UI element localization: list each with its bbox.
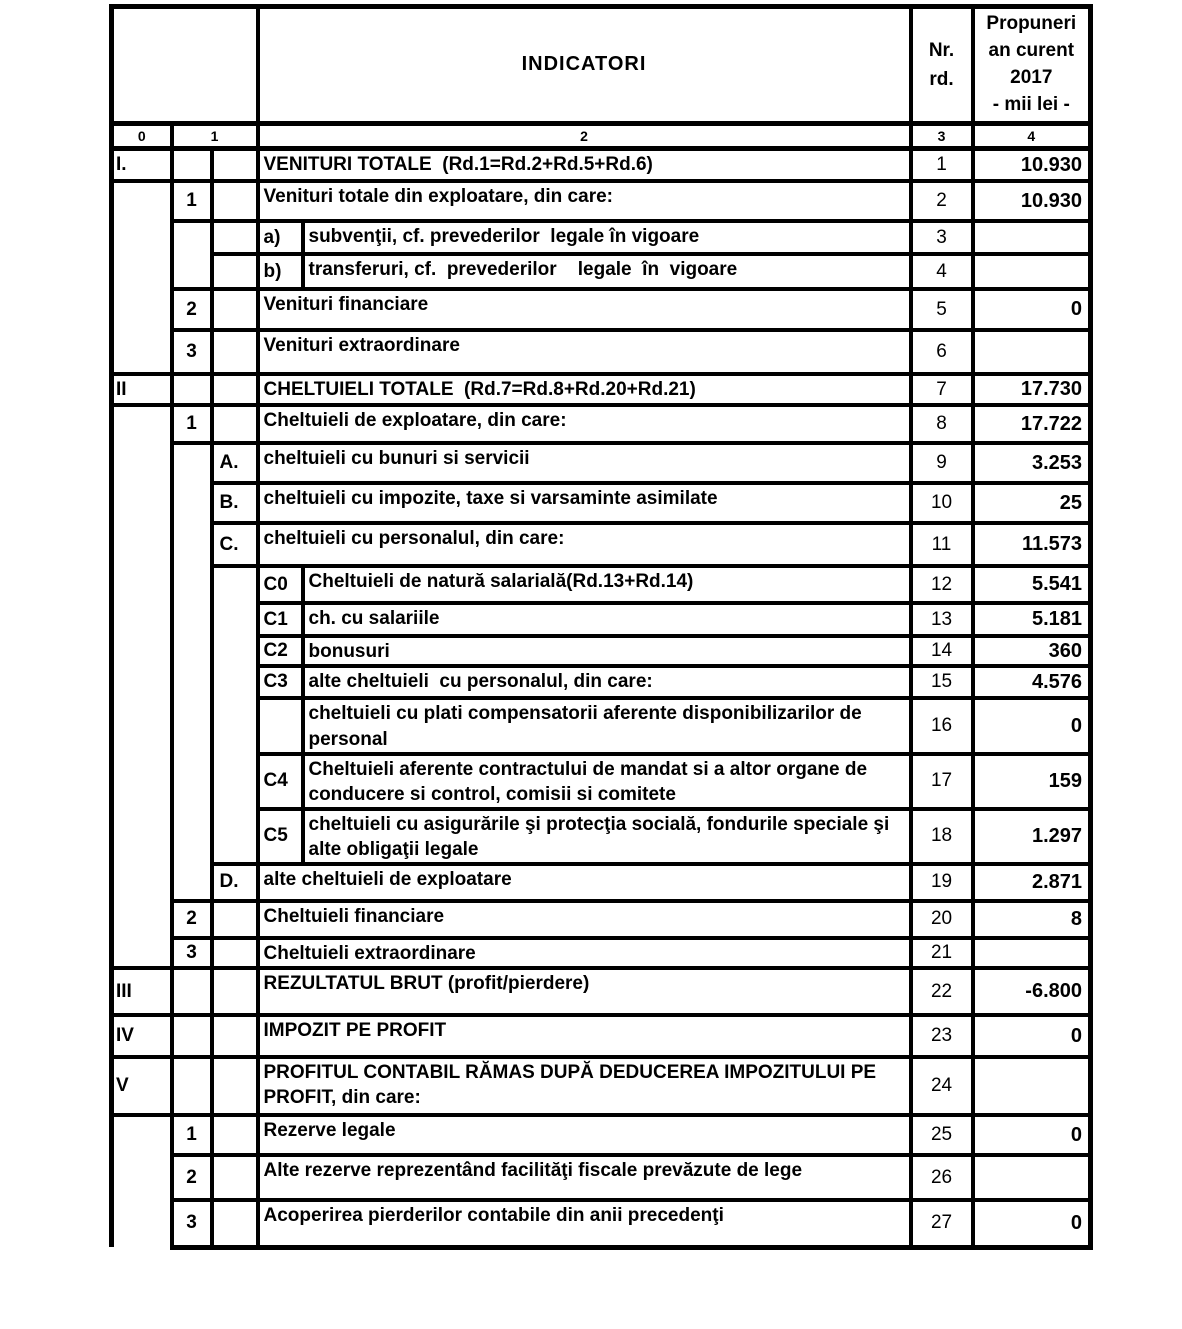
table-row (112, 1057, 1091, 1115)
index-number-cell (172, 1015, 212, 1057)
roman-numeral-cell (112, 405, 172, 968)
index-letter-cell (212, 148, 258, 181)
propuneri-line1: Propuneri (986, 13, 1077, 34)
header-row (112, 7, 1091, 124)
index-number-cell: 2 (172, 901, 212, 938)
value-cell (973, 1057, 1091, 1115)
value-cell: 17.722 (973, 405, 1091, 443)
index-letter-cell (212, 938, 258, 968)
table-row (112, 443, 1091, 483)
value-cell: 17.730 (973, 374, 1091, 405)
table-row (112, 938, 1091, 968)
table-row (112, 864, 1091, 901)
row-number-cell: 10 (911, 483, 973, 523)
index-number-cell: 1 (172, 405, 212, 443)
value-cell: 2.871 (973, 864, 1091, 901)
code-cell: C2 (258, 636, 303, 666)
index-number-cell: 1 (172, 181, 212, 221)
row-number-cell: 5 (911, 289, 973, 330)
indicator-cell: PROFITUL CONTABIL RĂMAS DUPĂ DEDUCEREA IMPOZITULUI PE PROFIT, din care: (258, 1057, 911, 1115)
index-letter-cell (212, 901, 258, 938)
row-number-cell: 2 (911, 181, 973, 221)
code-cell: C1 (258, 603, 303, 636)
table-row (112, 254, 1091, 289)
index-number-cell: 2 (172, 289, 212, 330)
row-number-cell: 9 (911, 443, 973, 483)
table-row (112, 603, 1091, 636)
row-number-cell: 18 (911, 809, 973, 864)
index-number-cell (172, 968, 212, 1015)
table-row (112, 374, 1091, 405)
value-cell: -6.800 (973, 968, 1091, 1015)
value-cell: 10.930 (973, 181, 1091, 221)
index-number-cell: 3 (172, 938, 212, 968)
value-cell: 8 (973, 901, 1091, 938)
table-row (112, 1200, 1091, 1247)
index-number-cell: 1 (172, 1115, 212, 1155)
row-number-cell: 22 (911, 968, 973, 1015)
propuneri-line4: - mii lei - (992, 93, 1070, 115)
index-letter-cell (212, 1155, 258, 1200)
code-cell: C5 (258, 809, 303, 864)
row-number-cell: 3 (911, 221, 973, 254)
row-number-cell: 20 (911, 901, 973, 938)
value-cell (973, 254, 1091, 289)
row-number-cell: 11 (911, 523, 973, 566)
nr-rd-line2: rd. (929, 68, 954, 90)
index-letter-cell (212, 566, 258, 864)
index-letter-cell (212, 1015, 258, 1057)
table-header (112, 7, 1091, 149)
row-number-cell: 8 (911, 405, 973, 443)
indicator-cell: alte cheltuieli cu personalul, din care: (303, 666, 911, 698)
row-number-cell: 24 (911, 1057, 973, 1115)
table-row (112, 754, 1091, 809)
indicator-cell: Alte rezerve reprezentând facilităţi fiscale prevăzute de lege (258, 1155, 911, 1200)
row-number-cell: 21 (911, 938, 973, 968)
roman-numeral-cell: I. (112, 148, 172, 181)
value-cell (973, 330, 1091, 374)
row-number-cell: 1 (911, 148, 973, 181)
col-index-3: 3 (911, 123, 973, 148)
table-row (112, 181, 1091, 221)
value-cell: 25 (973, 483, 1091, 523)
table-row (112, 1015, 1091, 1057)
row-number-cell: 4 (911, 254, 973, 289)
roman-numeral-cell: III (112, 968, 172, 1015)
index-number-cell (172, 148, 212, 181)
table-row (112, 636, 1091, 666)
indicator-cell: cheltuieli cu impozite, taxe si varsaminte asimilate (258, 483, 911, 523)
value-cell (973, 221, 1091, 254)
value-cell (973, 1155, 1091, 1200)
nr-rd-header (911, 7, 973, 124)
indicatori-header: INDICATORI (258, 7, 911, 124)
indicator-cell: Venituri extraordinare (258, 330, 911, 374)
index-letter-cell (212, 1115, 258, 1155)
col-index-4: 4 (973, 123, 1091, 148)
index-letter-cell (212, 181, 258, 221)
indicator-cell: cheltuieli cu asigurările şi protecţia socială, fondurile speciale şi alte obligaţii legale (303, 809, 911, 864)
index-letter-cell (212, 330, 258, 374)
value-cell: 0 (973, 289, 1091, 330)
index-letter-cell: C. (212, 523, 258, 566)
table-row (112, 566, 1091, 603)
code-cell: b) (258, 254, 303, 289)
roman-numeral-cell (112, 181, 172, 374)
row-number-cell: 17 (911, 754, 973, 809)
table-row (112, 330, 1091, 374)
row-number-cell: 15 (911, 666, 973, 698)
value-cell: 4.576 (973, 666, 1091, 698)
indicator-cell: Cheltuieli de exploatare, din care: (258, 405, 911, 443)
index-number-cell (172, 374, 212, 405)
code-cell (258, 698, 303, 753)
table-row (112, 968, 1091, 1015)
indicator-cell: Acoperirea pierderilor contabile din anii precedenţi (258, 1200, 911, 1247)
value-cell: 5.181 (973, 603, 1091, 636)
roman-numeral-cell (112, 1115, 172, 1247)
index-number-cell (172, 221, 212, 289)
row-number-cell: 26 (911, 1155, 973, 1200)
column-index-row (112, 123, 1091, 148)
row-number-cell: 27 (911, 1200, 973, 1247)
value-cell: 0 (973, 698, 1091, 753)
indicator-cell: cheltuieli cu personalul, din care: (258, 523, 911, 566)
row-number-cell: 16 (911, 698, 973, 753)
index-number-cell: 3 (172, 330, 212, 374)
propuneri-line3: 2017 (1010, 66, 1053, 88)
index-letter-cell: B. (212, 483, 258, 523)
index-letter-cell: A. (212, 443, 258, 483)
indicator-cell: Venituri financiare (258, 289, 911, 330)
value-cell: 159 (973, 754, 1091, 809)
index-letter-cell (212, 289, 258, 330)
value-cell (973, 938, 1091, 968)
indicator-cell: Cheltuieli de natură salarială(Rd.13+Rd.14) (303, 566, 911, 603)
col-index-2: 2 (258, 123, 911, 148)
index-letter-cell (212, 968, 258, 1015)
propuneri-line2: an curent (988, 39, 1075, 61)
value-cell: 3.253 (973, 443, 1091, 483)
value-cell: 5.541 (973, 566, 1091, 603)
table-row (112, 405, 1091, 443)
index-letter-cell (212, 1057, 258, 1115)
indicator-cell: cheltuieli cu plati compensatorii aferente disponibilizarilor de personal (303, 698, 911, 753)
row-number-cell: 14 (911, 636, 973, 666)
indicator-cell: CHELTUIELI TOTALE (Rd.7=Rd.8+Rd.20+Rd.21) (258, 374, 911, 405)
indicator-cell: Cheltuieli aferente contractului de mandat si a altor organe de conducere si control, comisii si comitete (303, 754, 911, 809)
value-cell: 0 (973, 1115, 1091, 1155)
index-letter-cell (212, 405, 258, 443)
index-number-cell (172, 443, 212, 901)
table-row (112, 523, 1091, 566)
index-number-cell (172, 1057, 212, 1115)
indicator-cell: Venituri totale din exploatare, din care: (258, 181, 911, 221)
indicator-cell: IMPOZIT PE PROFIT (258, 1015, 911, 1057)
code-cell: C3 (258, 666, 303, 698)
budget-indicators-table (109, 4, 1093, 1250)
roman-numeral-cell: II (112, 374, 172, 405)
table-row (112, 483, 1091, 523)
table-body (112, 148, 1091, 1247)
indicator-cell: VENITURI TOTALE (Rd.1=Rd.2+Rd.5+Rd.6) (258, 148, 911, 181)
code-cell: a) (258, 221, 303, 254)
value-cell: 360 (973, 636, 1091, 666)
propuneri-header (973, 7, 1091, 124)
col-index-0: 0 (112, 123, 172, 148)
table-row (112, 1155, 1091, 1200)
indicator-cell: cheltuieli cu bunuri si servicii (258, 443, 911, 483)
table-row (112, 148, 1091, 181)
table-row (112, 666, 1091, 698)
code-cell: C4 (258, 754, 303, 809)
index-letter-cell (212, 1200, 258, 1247)
row-number-cell: 6 (911, 330, 973, 374)
indicator-cell: Cheltuieli extraordinare (258, 938, 911, 968)
indicator-cell: Cheltuieli financiare (258, 901, 911, 938)
corner-cell (112, 7, 258, 124)
indicator-cell: transferuri, cf. prevederilor legale în vigoare (303, 254, 911, 289)
code-cell: C0 (258, 566, 303, 603)
value-cell: 1.297 (973, 809, 1091, 864)
table-row (112, 901, 1091, 938)
table-row (112, 289, 1091, 330)
value-cell: 10.930 (973, 148, 1091, 181)
indicator-cell: REZULTATUL BRUT (profit/pierdere) (258, 968, 911, 1015)
row-number-cell: 13 (911, 603, 973, 636)
table-row (112, 698, 1091, 753)
row-number-cell: 25 (911, 1115, 973, 1155)
table-row (112, 1115, 1091, 1155)
indicator-cell: bonusuri (303, 636, 911, 666)
indicator-cell: subvenţii, cf. prevederilor legale în vigoare (303, 221, 911, 254)
value-cell: 0 (973, 1200, 1091, 1247)
index-number-cell: 2 (172, 1155, 212, 1200)
roman-numeral-cell: V (112, 1057, 172, 1115)
index-letter-cell: D. (212, 864, 258, 901)
row-number-cell: 12 (911, 566, 973, 603)
indicator-cell: ch. cu salariile (303, 603, 911, 636)
table-row (112, 809, 1091, 864)
value-cell: 0 (973, 1015, 1091, 1057)
col-index-1: 1 (172, 123, 258, 148)
table-row (112, 221, 1091, 254)
index-letter-cell (212, 221, 258, 254)
index-letter-cell (212, 254, 258, 289)
index-letter-cell (212, 374, 258, 405)
row-number-cell: 7 (911, 374, 973, 405)
value-cell: 11.573 (973, 523, 1091, 566)
indicator-cell: Rezerve legale (258, 1115, 911, 1155)
row-number-cell: 19 (911, 864, 973, 901)
index-number-cell: 3 (172, 1200, 212, 1247)
nr-rd-line1: Nr. (928, 39, 955, 61)
row-number-cell: 23 (911, 1015, 973, 1057)
roman-numeral-cell: IV (112, 1015, 172, 1057)
indicator-cell: alte cheltuieli de exploatare (258, 864, 911, 901)
